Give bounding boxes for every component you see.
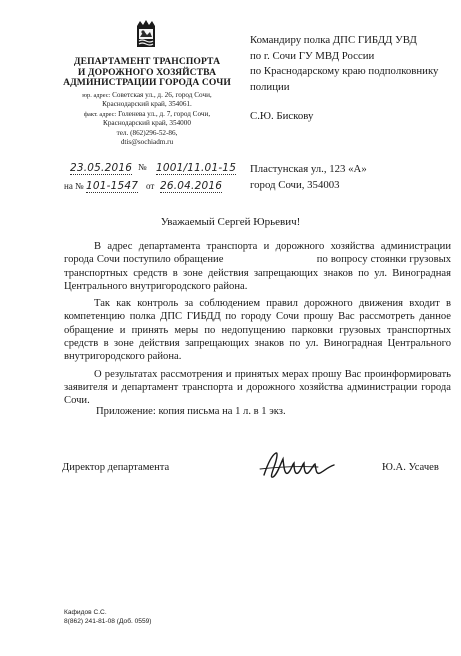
recipient-address-line-2: город Сочи, 354003 (250, 178, 340, 191)
outgoing-date: 23.05.2016 (70, 162, 133, 174)
salutation: Уважаемый Сергей Юрьевич! (160, 216, 301, 228)
recipient-address-line-1: Пластунская ул., 123 «А» (250, 163, 367, 175)
fact-address-label: факт. адрес: (83, 110, 117, 118)
body-paragraph-1: В адрес департамента транспорта и дорожного хозяйства администрации города Сочи поступило обращение по вопросу стоянки грузовых транспортных средств в зоне действия запрещающих знаков по ул. Виноградная Центрального внутригородского района. (64, 241, 454, 292)
sender-address (52, 91, 242, 149)
recipient-address (250, 162, 455, 193)
body-paragraph-2: Так как контроль за соблюдением правил дорожного движения входит в компетенцию полка ДПС ГИБДД по городу Сочи прошу Вас рассмотреть данное обращение и принять меры по недопущению парковки грузовых транспортных средств в зоне действия запрещающих знаков по ул. Виноградная Центрального внутригородского района. (64, 298, 451, 363)
incoming-registration (64, 180, 250, 194)
incoming-date: 26.04.2016 (160, 180, 223, 192)
signatory-name: Ю.А. Усачев (382, 462, 439, 473)
recipient-line-2: по г. Сочи ГУ МВД России (250, 49, 375, 62)
fact-address-line-1: Голенева ул., д. 7, город Сочи, (118, 109, 211, 118)
fact-address-line-2: Краснодарский край, 354000 (103, 119, 191, 128)
signatory-title: Директор департамента (62, 462, 170, 473)
legal-address-line-2: Краснодарский край, 354061. (102, 100, 192, 109)
incoming-number: 101-1547 (86, 180, 139, 192)
incoming-number-label: на № (64, 181, 84, 191)
city-emblem-icon (134, 20, 158, 50)
sender-phone: тел. (862)296-52-86, (116, 128, 178, 137)
attachment-note: Приложение: копия письма на 1 л. в 1 экз. (96, 406, 286, 417)
sender-org-line-3: АДМИНИСТРАЦИИ ГОРОДА СОЧИ (63, 77, 231, 88)
legal-address-label: юр. адрес: (82, 91, 111, 99)
outgoing-registration (70, 162, 250, 176)
executor-phone: 8(862) 241-81-08 (Доб. 0559) (64, 618, 152, 626)
executor-name: Кафидов С.С. (64, 609, 107, 616)
handwritten-signature-icon (258, 445, 344, 489)
letter-body (64, 240, 454, 412)
sender-email[interactable]: dtis@sochiadm.ru (120, 138, 174, 147)
recipient-line-1: Командиру полка ДПС ГИБДД УВД (250, 34, 417, 46)
sender-org-line-2: И ДОРОЖНОГО ХОЗЯЙСТВА (77, 66, 217, 78)
incoming-date-label: от (146, 181, 155, 191)
recipient-name: С.Ю. Бискову (250, 110, 314, 122)
number-symbol: № (138, 162, 147, 172)
outgoing-number: 1001/11.01-15 (156, 162, 237, 174)
sender-block (52, 57, 242, 148)
executor-footer (64, 608, 152, 627)
recipient-line-3: по Краснодарскому краю подполковнику (250, 65, 439, 77)
legal-address-line-1: Советская ул., д. 26, город Сочи, (112, 90, 212, 99)
body-paragraph-3: О результатах рассмотрения и принятых мерах прошу Вас проинформировать заявителя и департамент транспорта и дорожного хозяйства администрации города Сочи. (64, 368, 451, 407)
recipient-line-4: полиции (250, 80, 290, 93)
sender-org-line-1: ДЕПАРТАМЕНТ ТРАНСПОРТА (73, 56, 221, 67)
recipient-block (250, 33, 455, 125)
